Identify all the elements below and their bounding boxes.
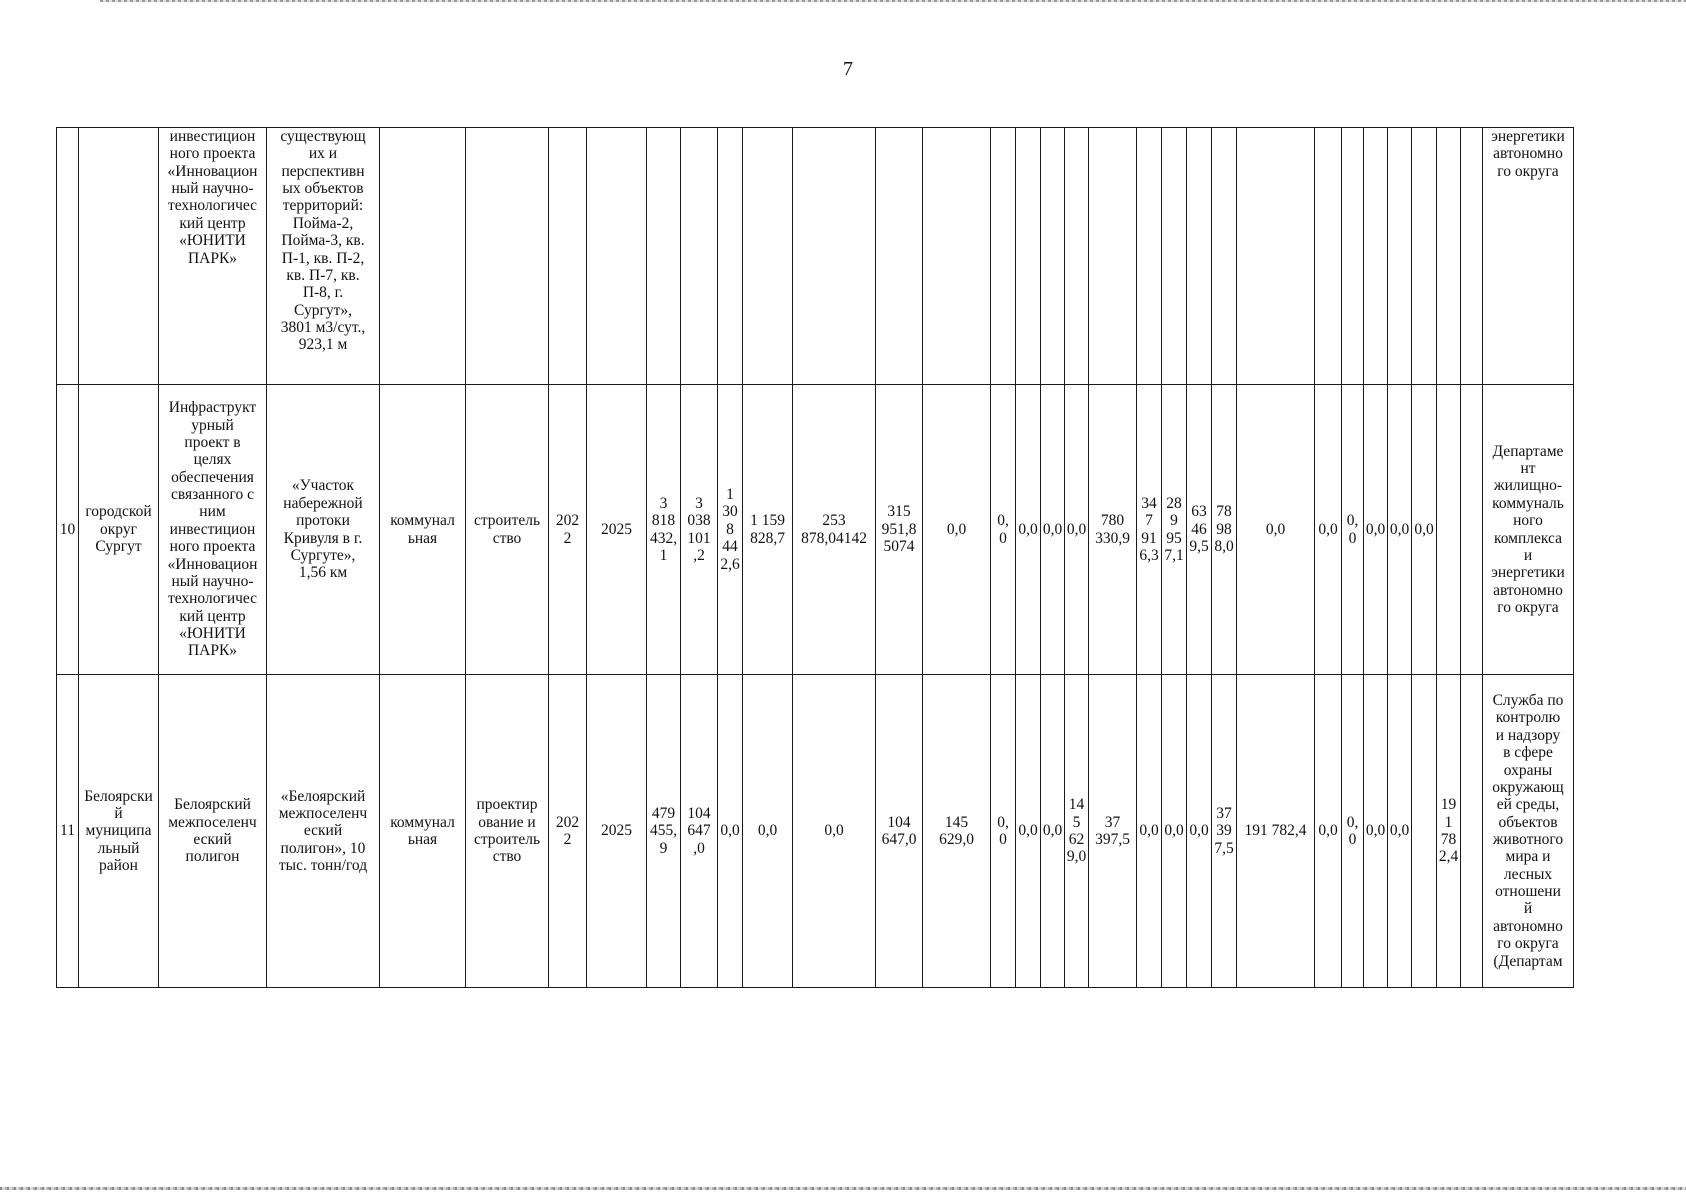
- value-cell: [991, 385, 1016, 675]
- value-cell-text: 780 330,9: [1095, 512, 1130, 547]
- municipality-cell-text: Белоярски й муниципа льный район: [84, 787, 153, 875]
- value-cell: [681, 128, 718, 385]
- value-cell-text: 0,0: [1365, 520, 1386, 538]
- end-year-cell-text: 2025: [601, 520, 632, 538]
- value-cell: [793, 675, 876, 988]
- value-cell: [876, 385, 923, 675]
- project-cell: [159, 128, 267, 385]
- value-cell: [1461, 675, 1483, 988]
- value-cell: [1041, 128, 1065, 385]
- project-cell-text: инвестицион ного проекта «Инновацион ный научно- технологичес кий центр «ЮНИТИ ПАРК»: [167, 128, 258, 267]
- value-cell: [1162, 675, 1187, 988]
- value-cell-text: 104 647,0: [881, 813, 917, 848]
- value-cell: [1461, 128, 1483, 385]
- value-cell: [1388, 675, 1412, 988]
- value-cell: [1089, 128, 1137, 385]
- end-year-cell: [587, 385, 647, 675]
- start-year-cell: [549, 675, 587, 988]
- value-cell: [1212, 675, 1237, 988]
- value-cell-text: 0,0: [1189, 822, 1209, 840]
- value-cell: [1461, 385, 1483, 675]
- value-cell-text: 3 038 101 ,2: [687, 494, 711, 564]
- value-cell-text: 0,0: [1318, 520, 1338, 538]
- value-cell: [1187, 385, 1212, 675]
- value-cell: [1388, 128, 1412, 385]
- data-table: [56, 127, 1574, 988]
- value-cell: [1065, 675, 1089, 988]
- value-cell-text: 191 782,4: [1244, 822, 1307, 840]
- value-cell: [718, 128, 743, 385]
- value-cell: [1016, 675, 1041, 988]
- sphere-cell: [380, 128, 466, 385]
- value-cell: [1065, 128, 1089, 385]
- value-cell-text: 0,0: [1164, 822, 1184, 840]
- start-year-cell: [549, 385, 587, 675]
- value-cell: [793, 128, 876, 385]
- value-cell: [1187, 128, 1212, 385]
- value-cell: [1364, 675, 1388, 988]
- responsible-cell: [1483, 128, 1574, 385]
- value-cell-text: 145 629,0: [939, 813, 974, 848]
- row-number-cell: [57, 675, 79, 988]
- municipality-cell-text: городской округ Сургут: [85, 503, 152, 556]
- project-cell-text: Белоярский межпоселенч еский полигон: [168, 796, 257, 866]
- value-cell: [1237, 675, 1315, 988]
- value-cell-text: 0,0: [720, 822, 740, 840]
- value-cell: [718, 675, 743, 988]
- value-cell-text: 78 98 8,0: [1214, 503, 1234, 556]
- value-cell-text: 37 39 7,5: [1214, 804, 1234, 857]
- value-cell-text: 315 951,8 5074: [881, 503, 917, 556]
- value-cell-text: 63 46 9,5: [1189, 503, 1209, 556]
- value-cell: [1388, 385, 1412, 675]
- responsible-cell: [1483, 385, 1574, 675]
- project-cell-text: Инфраструкт урный проект в целях обеспечения связанного с ним инвестицион ного проекта «Инновацион ный научно- технологичес кий центр «ЮНИТИ ПАРК»: [167, 399, 258, 660]
- value-cell: [1162, 385, 1187, 675]
- municipality-cell: [79, 675, 159, 988]
- value-cell-text: 0,0: [1042, 520, 1063, 538]
- row-number-cell: [57, 385, 79, 675]
- value-cell: [1437, 385, 1461, 675]
- work-type-cell-text: строитель ство: [473, 512, 541, 547]
- value-cell-text: 0,0: [946, 520, 967, 538]
- responsible-cell-text: энергетики автономно го округа: [1491, 128, 1565, 180]
- value-cell-text: 479 455, 9: [649, 804, 678, 857]
- scan-edge-top: [100, 0, 1686, 2]
- value-cell-text: 0,0: [1389, 520, 1410, 538]
- value-cell: [1137, 128, 1162, 385]
- value-cell-text: 0,0: [757, 822, 778, 840]
- object-cell-text: «Белоярский межпоселенч еский полигон», 10 тыс. тонн/год: [278, 787, 368, 875]
- value-cell: [1016, 128, 1041, 385]
- value-cell: [1342, 385, 1364, 675]
- row-number-cell-text: 11: [60, 822, 75, 840]
- municipality-cell: [79, 385, 159, 675]
- table-row: [57, 385, 1574, 675]
- value-cell-text: 0, 0: [1346, 813, 1359, 848]
- end-year-cell-text: 2025: [601, 822, 632, 840]
- value-cell-text: 0,0: [1018, 822, 1038, 840]
- value-cell-text: 1 159 828,7: [750, 512, 785, 547]
- value-cell-text: 19 1 78 2,4: [1438, 796, 1459, 866]
- value-cell-text: 0, 0: [997, 512, 1009, 547]
- value-cell-text: 0, 0: [1346, 512, 1359, 547]
- project-cell: [159, 385, 267, 675]
- value-cell: [743, 385, 793, 675]
- value-cell: [1315, 385, 1342, 675]
- value-cell: [876, 128, 923, 385]
- value-cell-text: 0,0: [1018, 520, 1038, 538]
- value-cell-text: 0,0: [1365, 822, 1386, 840]
- responsible-cell-text: Служба по контролю и надзору в сфере охраны окружающ ей среды, объектов животного мира и лесных отношени й автономно го округа (Департам: [1492, 692, 1564, 970]
- value-cell-text: 0,0: [1389, 822, 1410, 840]
- value-cell: [1089, 385, 1137, 675]
- value-cell: [1016, 385, 1041, 675]
- value-cell: [1315, 128, 1342, 385]
- value-cell: [1137, 675, 1162, 988]
- table-row: [57, 675, 1574, 988]
- value-cell-text: 37 397,5: [1095, 813, 1130, 848]
- value-cell-text: 0,0: [1414, 520, 1434, 538]
- end-year-cell: [587, 675, 647, 988]
- value-cell: [1212, 385, 1237, 675]
- sphere-cell: [380, 675, 466, 988]
- value-cell: [681, 675, 718, 988]
- value-cell: [1412, 128, 1437, 385]
- object-cell-text: «Участок набережной протоки Кривуля в г. Сургуте», 1,56 км: [283, 477, 363, 582]
- value-cell: [1237, 385, 1315, 675]
- project-cell: [159, 675, 267, 988]
- value-cell: [1342, 675, 1364, 988]
- value-cell: [647, 128, 681, 385]
- value-cell: [1412, 385, 1437, 675]
- object-cell-text: существующ их и перспективн ых объектов территорий: Пойма-2, Пойма-3, кв. П-1, кв. П-2, кв. П-7, кв. П-8, г. Сургут», 3801 м3/сут., 923,1 м: [280, 128, 366, 354]
- value-cell: [923, 385, 991, 675]
- value-cell-text: 0,0: [1066, 520, 1087, 538]
- sphere-cell-text: коммунал ьная: [390, 512, 455, 547]
- value-cell: [1364, 385, 1388, 675]
- value-cell-text: 34 7 91 6,3: [1139, 494, 1159, 564]
- value-cell: [991, 128, 1016, 385]
- value-cell: [1364, 128, 1388, 385]
- work-type-cell: [466, 128, 549, 385]
- value-cell: [1187, 675, 1212, 988]
- value-cell: [923, 675, 991, 988]
- page-number: 7: [843, 58, 853, 80]
- value-cell: [1437, 675, 1461, 988]
- object-cell: [267, 675, 380, 988]
- start-year-cell-text: 202 2: [555, 512, 580, 547]
- value-cell: [743, 675, 793, 988]
- sphere-cell: [380, 385, 466, 675]
- value-cell: [1089, 675, 1137, 988]
- municipality-cell: [79, 128, 159, 385]
- value-cell: [793, 385, 876, 675]
- value-cell: [923, 128, 991, 385]
- value-cell: [718, 385, 743, 675]
- work-type-cell-text: проектир ование и строитель ство: [473, 796, 541, 866]
- value-cell: [1437, 128, 1461, 385]
- value-cell: [681, 385, 718, 675]
- value-cell: [1065, 385, 1089, 675]
- object-cell: [267, 128, 380, 385]
- value-cell: [1162, 128, 1187, 385]
- work-type-cell: [466, 675, 549, 988]
- value-cell-text: 0,0: [1265, 520, 1286, 538]
- responsible-cell: [1483, 675, 1574, 988]
- value-cell: [1041, 385, 1065, 675]
- value-cell-text: 14 5 62 9,0: [1066, 796, 1087, 866]
- value-cell-text: 1 30 8 44 2,6: [720, 486, 740, 573]
- value-cell: [991, 675, 1016, 988]
- object-cell: [267, 385, 380, 675]
- responsible-cell-text: Департаме нт жилищно- коммуналь ного комплекса и энергетики автономно го округа: [1491, 442, 1565, 616]
- start-year-cell-text: 202 2: [555, 813, 580, 848]
- value-cell-text: 0,0: [1318, 822, 1338, 840]
- row-number-cell: [57, 128, 79, 385]
- sphere-cell-text: коммунал ьная: [390, 813, 455, 848]
- value-cell: [647, 385, 681, 675]
- work-type-cell: [466, 385, 549, 675]
- value-cell: [1041, 675, 1065, 988]
- value-cell-text: 104 647 ,0: [687, 804, 711, 857]
- value-cell-text: 0, 0: [997, 813, 1009, 848]
- start-year-cell: [549, 128, 587, 385]
- value-cell: [1212, 128, 1237, 385]
- value-cell-text: 0,0: [824, 822, 844, 840]
- value-cell-text: 0,0: [1139, 822, 1159, 840]
- value-cell-text: 0,0: [1042, 822, 1063, 840]
- value-cell: [1412, 675, 1437, 988]
- scan-edge-bottom: [0, 1187, 1686, 1190]
- row-number-cell-text: 10: [59, 520, 76, 538]
- value-cell-text: 3 818 432, 1: [649, 494, 678, 564]
- value-cell: [1342, 128, 1364, 385]
- value-cell: [1315, 675, 1342, 988]
- value-cell-text: 28 9 95 7,1: [1164, 494, 1184, 564]
- table-row: [57, 128, 1574, 385]
- value-cell: [1237, 128, 1315, 385]
- end-year-cell: [587, 128, 647, 385]
- value-cell: [647, 675, 681, 988]
- value-cell-text: 253 878,04142: [801, 512, 867, 547]
- value-cell: [1137, 385, 1162, 675]
- value-cell: [743, 128, 793, 385]
- value-cell: [876, 675, 923, 988]
